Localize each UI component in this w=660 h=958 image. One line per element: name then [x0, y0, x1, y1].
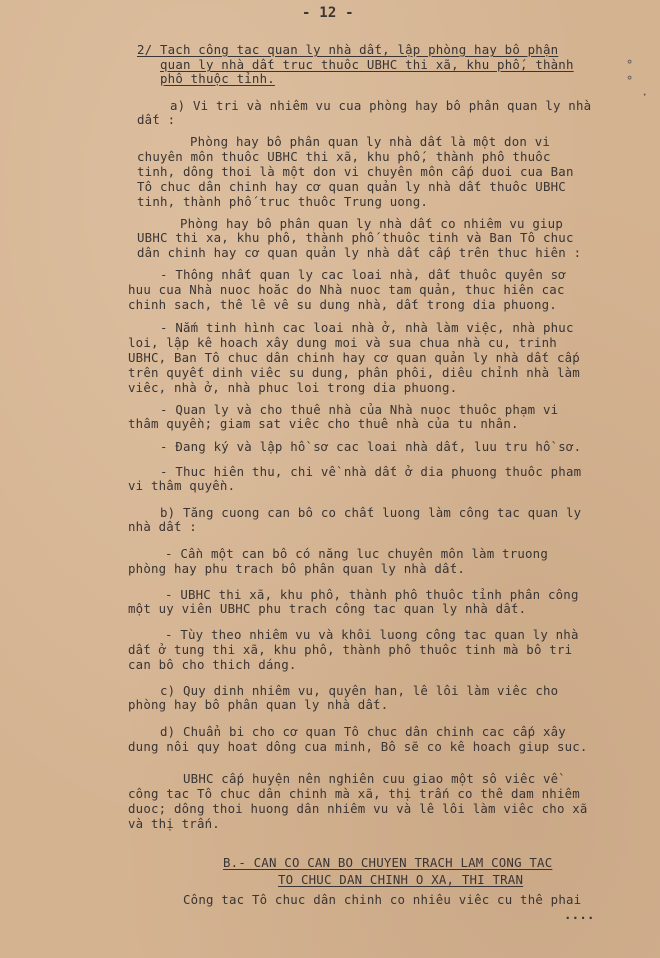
subsection-b-heading-line-2: nhà dất :	[128, 519, 197, 534]
page-number: - 12 -	[302, 5, 354, 21]
bullet-a2-line-4: trên quyết dinh viêc su dung, phân phôi, diêu chỉnh nhà làm	[128, 365, 580, 380]
bullet-b3-line-1: - Tùy theo nhiêm vu và khôi luong công tac quan ly nhà	[165, 627, 579, 642]
bullet-a2-line-2: loi, lập kê hoach xây dung moi và sua chua nhà cu, trinh	[128, 335, 557, 350]
bullet-a2-line-1: - Nắm tinh hình cac loai nhà ở, nhà làm việc, nhà phuc	[160, 320, 574, 335]
margin-speck: °	[626, 58, 634, 72]
bullet-a2-line-3: UBHC, Ban Tô chuc dân chinh hay cơ quan quản ly nhà dất cấp	[128, 350, 580, 365]
paragraph-a2-line-1: Phòng hay bô phân quan ly nhà dất co nhiêm vu giup	[180, 216, 563, 231]
subsection-b-heading-line-1: b) Tăng cuong can bô co chất luong làm công tac quan ly	[160, 505, 582, 520]
subsection-a-heading-line-2: dất :	[137, 112, 176, 127]
closing-paragraph-line-4: và thị trấn.	[128, 816, 220, 831]
bullet-b2-line-2: một uy viên UBHC phu trach công tac quan ly nhà dất.	[128, 601, 527, 616]
section-b-heading-line-2: TO CHUC DAN CHINH O XA, THI TRAN	[278, 872, 524, 887]
paragraph-a1-line-2: chuyên môn thuôc UBHC thi xã, khu phố, thành phô thuôc	[137, 149, 551, 164]
subsection-a-heading-line-1: a) Vi tri và nhiêm vu cua phòng hay bô phân quan ly nhà	[170, 98, 592, 113]
bullet-a1-line-2: huu cua Nhà nuoc hoăc do Nhà nuoc tam quản, thuc hiên cac	[128, 282, 565, 297]
section-2-heading-line-2: quan ly nhà dất truc thuôc UBHC thi xã, khu phố, thành	[160, 57, 574, 72]
bullet-b1-line-1: - Cần một can bô có năng luc chuyên môn làm truong	[165, 546, 548, 561]
bullet-a5-line-2: vi thâm quyền.	[128, 478, 236, 493]
subsection-d-line-2: dung nôi quy hoat dông cua minh, Bô sẽ co kê hoach giup suc.	[128, 739, 588, 754]
paragraph-a1-line-4: Tô chuc dân chinh hay cơ quan quản ly nhà dất thuôc UBHC	[137, 179, 566, 194]
subsection-c-line-2: phòng hay bô phân quan ly nhà dất.	[128, 697, 389, 712]
bullet-a2-line-5: viêc, nhà ở, nhà phuc loi trong dia phuong.	[128, 380, 458, 395]
paragraph-a1-line-3: tinh, dông thoi là một don vi chuyên môn cấp duoi cua Ban	[137, 164, 574, 179]
margin-speck: °	[626, 74, 634, 88]
subsection-c-line-1: c) Quy dinh nhiêm vu, quyên han, lê lôi làm viêc cho	[160, 683, 559, 698]
bullet-a3-line-2: thâm quyền; giam sat viêc cho thuê nhà của tu nhân.	[128, 416, 519, 431]
section-b-heading-line-1: B.- CAN CO CAN BO CHUYEN TRACH LAM CONG TAC	[223, 855, 553, 870]
bullet-b1-line-2: phòng hay phu trach bô phân quan ly nhà dất.	[128, 561, 466, 576]
closing-paragraph-line-3: duoc; dông thoi huong dân nhiêm vu và lê lôi làm viêc cho xã	[128, 801, 588, 816]
paragraph-a1-line-5: tinh, thành phố truc thuôc Trung uong.	[137, 194, 429, 209]
bullet-a5-line-1: - Thuc hiên thu, chi về nhà dất ở dia phuong thuôc pham	[160, 464, 582, 479]
closing-paragraph-line-1: UBHC cấp huyện nên nghiên cuu giao một sô viêc về	[183, 771, 559, 786]
bullet-a4-line-1: - Đang ký và lập hồ sơ cac loai nhà dất, luu tru hồ sơ.	[160, 439, 582, 454]
bullet-a1-line-3: chinh sach, thê lê vê su dung nhà, dất trong dia phuong.	[128, 297, 557, 312]
paragraph-a1-line-1: Phòng hay bô phân quan ly nhà dất là một don vi	[190, 134, 551, 149]
bullet-a3-line-1: - Quan ly và cho thuê nhà của Nhà nuoc thuôc phạm vi	[160, 402, 559, 417]
bullet-b2-line-1: - UBHC thi xã, khu phô, thành phô thuôc tỉnh phân công	[165, 587, 579, 602]
margin-speck: ·	[641, 88, 649, 102]
bullet-a1-line-1: - Thông nhất quan ly cac loai nhà, dất thuôc quyên sơ	[160, 267, 566, 282]
paragraph-a2-line-3: dân chinh hay cơ quan quản ly nhà dất cấp trên thuc hiên :	[137, 245, 582, 260]
bullet-b3-line-2: dất ở tung thi xã, khu phô, thành phô thuôc tinh mà bô tri	[128, 642, 573, 657]
closing-paragraph-line-2: công tac Tô chuc dân chinh mà xã, thị trấn co thê dam nhiêm	[128, 786, 580, 801]
subsection-d-line-1: d) Chuẩn bi cho cơ quan Tô chuc dân chinh cac cấp xây	[160, 724, 566, 739]
section-b-first-line: Công tac Tô chuc dân chinh co nhiêu viêc cu thê phai	[183, 892, 582, 907]
bullet-b3-line-3: can bô cho thich dáng.	[128, 657, 297, 672]
section-2-heading-line-1: 2/ Tach công tac quan ly nhà dất, lập phòng hay bô phận	[137, 42, 559, 57]
paragraph-a2-line-2: UBHC thi xa, khu phô, thành phố thuôc tinh và Ban Tô chuc	[137, 230, 574, 245]
section-2-heading-line-3: phô thuộc tỉnh.	[160, 71, 275, 86]
continuation-dots: ....	[564, 907, 595, 922]
